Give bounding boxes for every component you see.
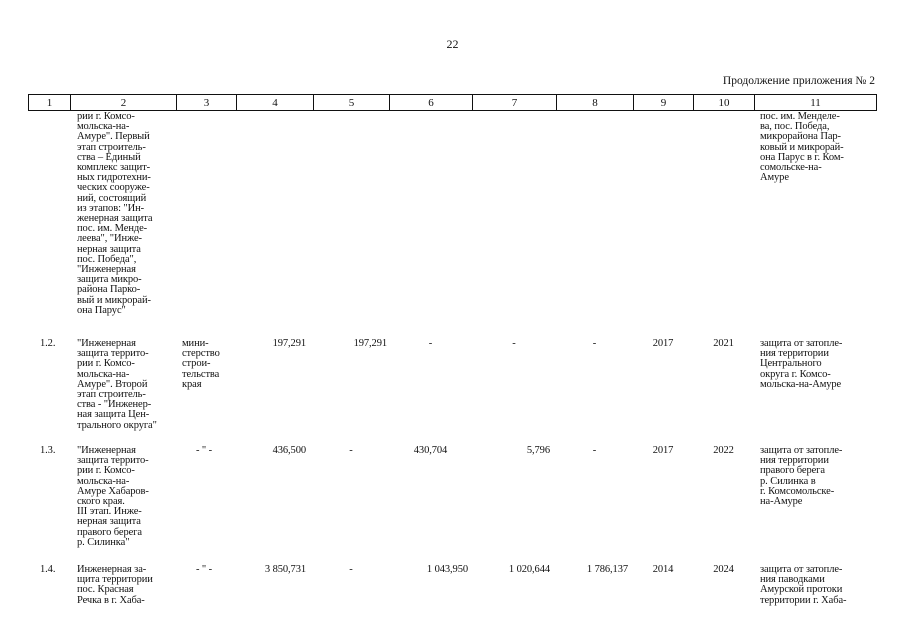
table-row-number: 1.4.	[40, 564, 56, 575]
table-row-end-year: 2021	[713, 338, 734, 349]
table-row-amount-col8: -	[592, 445, 597, 456]
table-row-amount-col6: -	[428, 338, 433, 349]
column-header-1: 1	[28, 94, 70, 111]
column-header-9: 9	[633, 94, 693, 111]
table-row-total-amount: 3 850,731	[264, 564, 306, 575]
table-row-result: защита от затопле- ния территории правого берега р. Силинка в г. Комсомольске- на-Амуре	[760, 445, 843, 508]
table-row-amount-col7: 5,796	[526, 445, 550, 456]
table-row-amount-col5: 197,291	[353, 338, 387, 349]
column-header-10: 10	[693, 94, 754, 111]
column-header-5: 5	[313, 94, 389, 111]
column-header-3: 3	[176, 94, 236, 111]
table-row-amount-col6: 1 043,950	[426, 564, 468, 575]
appendix-continuation-note: Продолжение приложения № 2	[722, 75, 875, 87]
table-row-executor: - " -	[196, 445, 213, 456]
table-row-amount-col5: -	[349, 564, 353, 575]
table-row-start-year: 2014	[652, 564, 674, 575]
column-header-2: 2	[70, 94, 176, 111]
table-row-amount-col8: 1 786,137	[586, 564, 628, 575]
table-row-amount-col7: 1 020,644	[508, 564, 550, 575]
page-number: 22	[446, 37, 459, 51]
table-row-total-amount: 197,291	[272, 338, 306, 349]
table-row-number: 1.2.	[40, 338, 56, 349]
column-header-8: 8	[556, 94, 633, 111]
table-row-result: защита от затопле- ния паводками Амурской протоки территории г. Хаба-	[760, 564, 847, 606]
table-row-number: 1.3.	[40, 445, 56, 456]
column-header-7: 7	[472, 94, 556, 111]
table-row-start-year: 2017	[652, 338, 674, 349]
table-row-end-year: 2022	[713, 445, 734, 456]
table-row-continued-name: рии г. Комсо- мольска-на- Амуре". Первый этап строитель- ства – Единый комплекс защит- ных гидротехни- ческих сооруже- ний, состоящий из этапов: "Ин- женерная защита пос. им. Менде- леева", "Инже- нерная защита пос. Победа", "Инженерная защита микро- района Парко- вый и микрорай- она Парус"	[77, 111, 153, 316]
table-row-total-amount: 436,500	[272, 445, 306, 456]
table-row-name: "Инженерная защита террито- рии г. Комсо- мольска-на- Амуре". Второй этап строитель- ства - "Инженер- ная защита Цен- трального округа"	[77, 338, 157, 431]
table-row-continued-result: пос. им. Менделе- ва, пос. Победа, микрорайона Пар- ковый и микрорай- она Парус в г. Ком- сомольске-на- Амуре	[760, 111, 844, 184]
table-row-name: "Инженерная защита террито- рии г. Комсо- мольска-на- Амуре Хабаров- ского края. III этап. Инже- нерная защита правого берега р. Силинка"	[77, 445, 149, 548]
table-row-amount-col7: -	[512, 338, 516, 349]
column-header-6: 6	[389, 94, 472, 111]
table-row-result: защита от затопле- ния территории Центрального округа г. Комсо- мольска-на-Амуре	[760, 338, 843, 390]
table-row-amount-col6: 430,704	[413, 445, 448, 456]
table-row-name: Инженерная за- щита территории пос. Красная Речка в г. Хаба-	[77, 564, 153, 606]
table-row-executor: мини- стерство строи- тельства края	[182, 338, 220, 390]
table-row-start-year: 2017	[652, 445, 674, 456]
column-header-4: 4	[236, 94, 313, 111]
column-header-11: 11	[754, 94, 877, 111]
table-row-amount-col5: -	[349, 445, 353, 456]
table-row-end-year: 2024	[713, 564, 734, 575]
table-row-amount-col8: -	[592, 338, 597, 349]
table-row-executor: - " -	[196, 564, 213, 575]
